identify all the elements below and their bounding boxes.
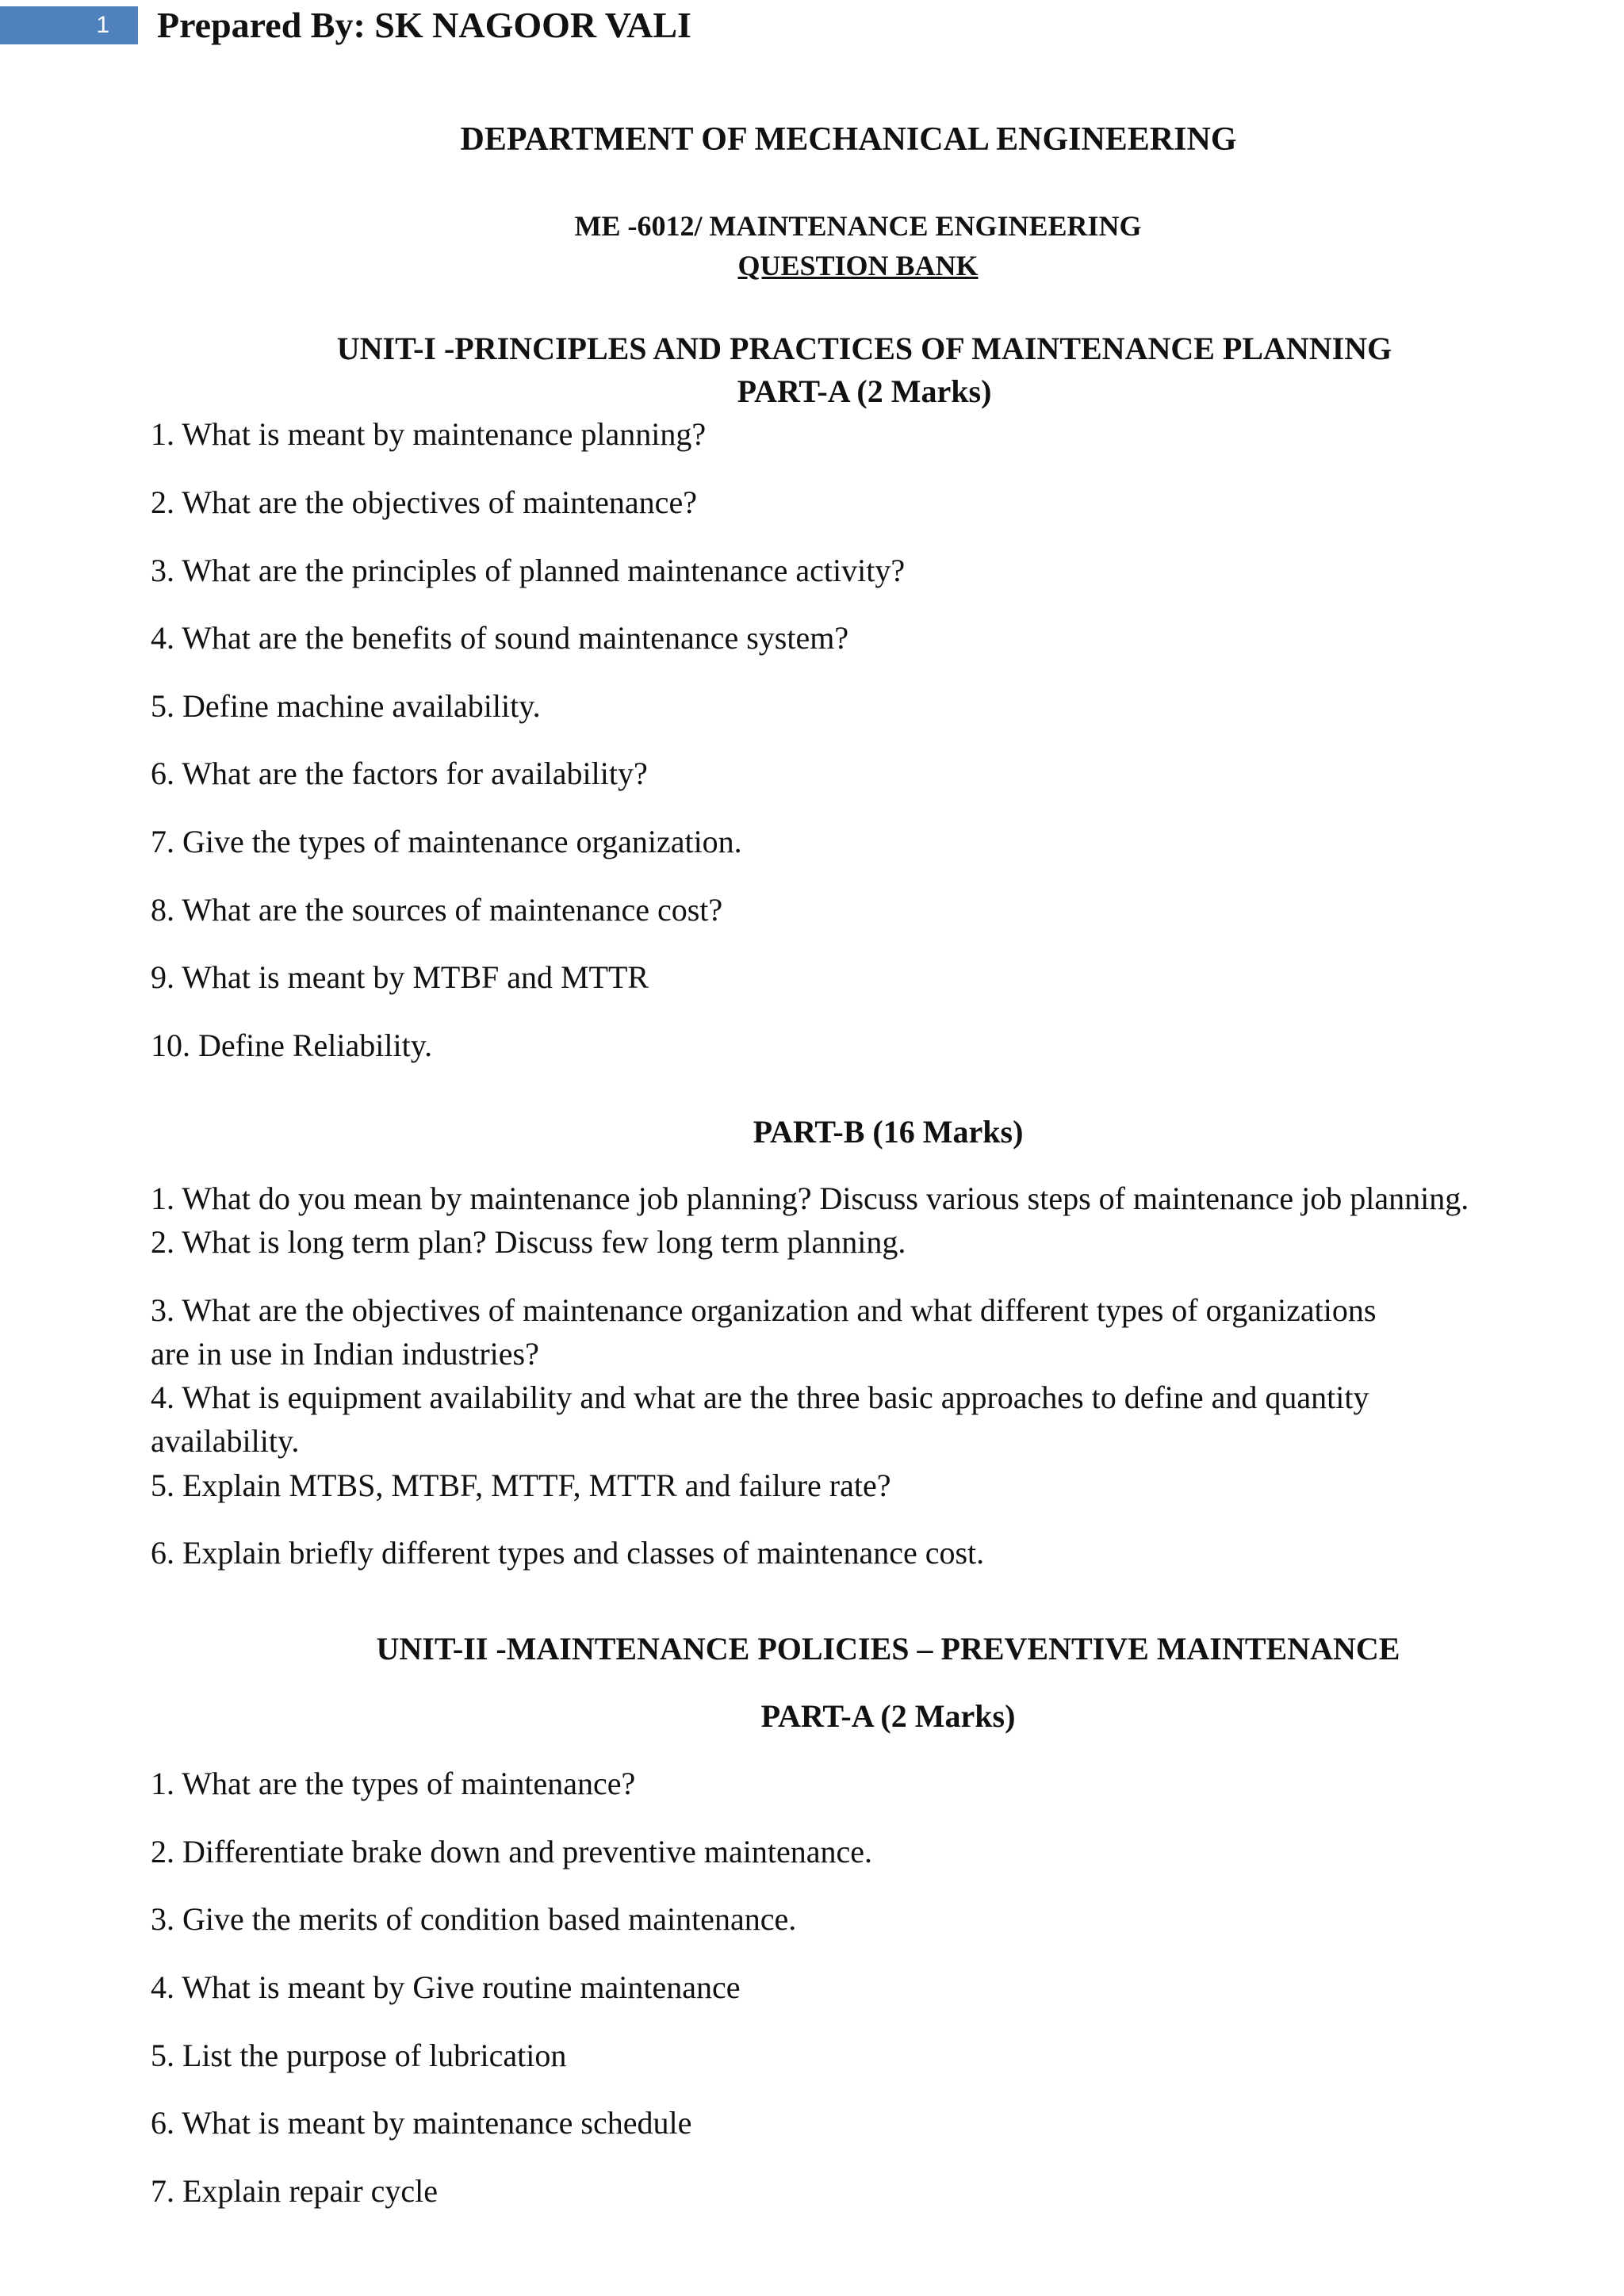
department-title: DEPARTMENT OF MECHANICAL ENGINEERING: [460, 121, 1237, 158]
question-item: 1. What are the types of maintenance?: [151, 1766, 636, 1801]
unit-1-part-b-title: PART-B (16 Marks): [753, 1114, 1024, 1150]
unit-2-part-a-title: PART-A (2 Marks): [760, 1698, 1016, 1734]
question-item: 1. What is meant by maintenance planning?: [151, 416, 707, 452]
question-item: 4. What is meant by Give routine maintenance: [151, 1969, 741, 2005]
question-item: 3. What are the principles of planned maintenance activity?: [151, 553, 906, 588]
question-item: 2. What is long term plan? Discuss few long term planning.: [151, 1224, 906, 1260]
question-item: 9. What is meant by MTBF and MTTR: [151, 959, 649, 995]
question-item-continued: availability.: [151, 1423, 300, 1459]
question-item: 2. Differentiate brake down and preventive maintenance.: [151, 1834, 872, 1869]
unit-1-title: UNIT-I -PRINCIPLES AND PRACTICES OF MAINTENANCE PLANNING: [336, 331, 1392, 366]
question-item: 5. Define machine availability.: [151, 688, 541, 724]
question-item: 5. List the purpose of lubrication: [151, 2038, 567, 2073]
question-item-continued: are in use in Indian industries?: [151, 1336, 539, 1372]
unit-1-part-a-title: PART-A (2 Marks): [737, 373, 992, 409]
question-item: 10. Define Reliability.: [151, 1027, 433, 1063]
question-item: 3. What are the objectives of maintenance organization and what different types of organizations: [151, 1292, 1377, 1328]
prepared-by-header: Prepared By: SK NAGOOR VALI: [157, 5, 691, 45]
question-bank-heading: QUESTION BANK: [737, 250, 979, 281]
question-item: 4. What are the benefits of sound maintenance system?: [151, 620, 849, 656]
unit-2-title: UNIT-II -MAINTENANCE POLICIES – PREVENTIVE MAINTENANCE: [376, 1631, 1400, 1667]
question-item: 7. Explain repair cycle: [151, 2173, 439, 2209]
question-item: 7. Give the types of maintenance organization.: [151, 824, 742, 859]
question-item: 5. Explain MTBS, MTBF, MTTF, MTTR and failure rate?: [151, 1468, 891, 1503]
question-item: 8. What are the sources of maintenance cost?: [151, 892, 723, 928]
question-item: 6. Explain briefly different types and classes of maintenance cost.: [151, 1535, 985, 1571]
question-item: 1. What do you mean by maintenance job planning? Discuss various steps of maintenance job planning.: [151, 1181, 1469, 1216]
page-number-badge: 1: [0, 6, 138, 44]
question-item: 6. What is meant by maintenance schedule: [151, 2105, 692, 2141]
question-item: 3. Give the merits of condition based maintenance.: [151, 1901, 797, 1937]
question-item: 4. What is equipment availability and what are the three basic approaches to define and quantity: [151, 1380, 1369, 1415]
question-item: 6. What are the factors for availability?: [151, 756, 648, 791]
course-title: ME -6012/ MAINTENANCE ENGINEERING: [574, 210, 1142, 242]
question-item: 2. What are the objectives of maintenance?: [151, 484, 697, 520]
